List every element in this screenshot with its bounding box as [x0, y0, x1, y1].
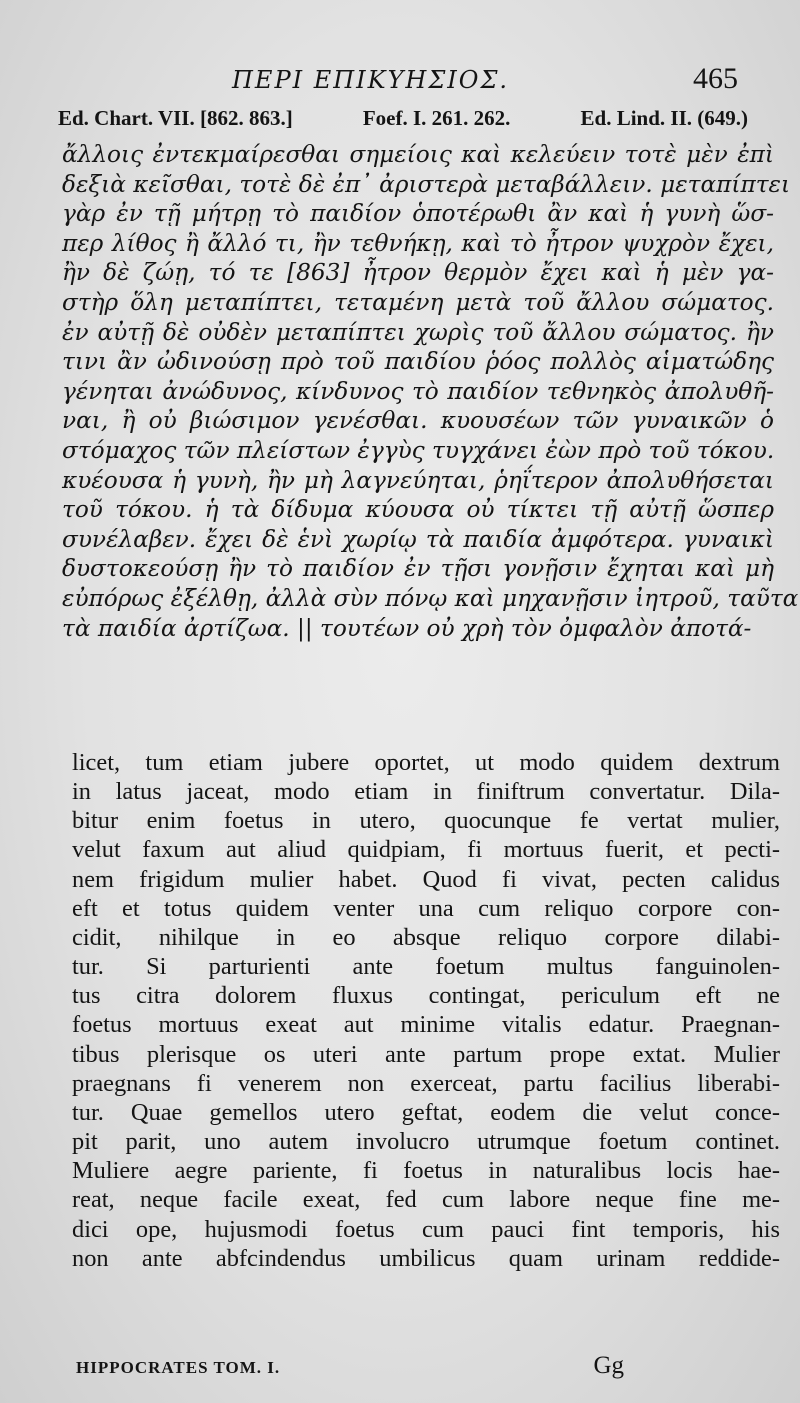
latin-line: tur. Quae gemellos utero geftat, eodem die velut conce-	[72, 1098, 780, 1126]
footer-volume-note: HIPPOCRATES TOM. I.	[76, 1358, 281, 1377]
latin-line: reat, neque facile exeat, fed cum labore neque fine me-	[72, 1186, 780, 1214]
greek-line: ἐν αὐτῇ δὲ οὐδὲν μεταπίπτει χωρὶς τοῦ ἄλλου σώματος. ἢν	[62, 318, 774, 346]
page-number: 465	[693, 62, 738, 95]
running-title: ΠΕΡΙ ΕΠΙΚΥΗΣΙΟΣ.	[232, 66, 510, 94]
running-head	[0, 62, 800, 102]
latin-line: eft et totus quidem venter una cum reliquo corpore con-	[72, 894, 780, 922]
greek-line: συνέλαβεν. ἔχει δὲ ἑνὶ χωρίῳ τὰ παιδία ἀμφότερα. γυναικὶ	[62, 525, 774, 553]
edition-references	[58, 106, 748, 131]
signature-mark: Gg	[593, 1352, 624, 1379]
greek-line: γένηται ἀνώδυνος, κίνδυνος τὸ παιδίον τεθνηκὸς ἀπολυθῆ-	[62, 377, 774, 405]
greek-line: τινι ἂν ὠδινούσῃ πρὸ τοῦ παιδίου ῥόος πολλὸς αἱματώδης	[62, 348, 774, 376]
latin-text	[72, 748, 780, 1273]
greek-line: δυστοκεούσῃ ἢν τὸ παιδίον ἐν τῇσι γονῇσιν ἔχηται καὶ μὴ	[62, 555, 774, 583]
edition-chart-ref: Ed. Chart. VII. [862. 863.]	[58, 106, 293, 130]
greek-line: δεξιὰ κεῖσθαι, τοτὲ δὲ ἐπ᾽ ἀριστερὰ μεταβάλλειν. μεταπίπτει	[62, 170, 791, 198]
latin-line: tur. Si parturienti ante foetum multus fanguinolen-	[72, 953, 780, 981]
greek-line: γὰρ ἐν τῇ μήτρῃ τὸ παιδίον ὁποτέρωθι ἂν καὶ ἡ γυνὴ ὥσ-	[62, 200, 774, 228]
greek-line: περ λίθος ἢ ἄλλό τι, ἢν τεθνήκῃ, καὶ τὸ ἦτρον ψυχρὸν ἔχει,	[62, 229, 774, 257]
greek-line: εὐπόρως ἐξέλθῃ, ἀλλὰ σὺν πόνῳ καὶ μηχανῇσιν ἰητροῦ, ταῦτα	[62, 584, 799, 612]
page-footer	[76, 1352, 714, 1386]
greek-line: στὴρ ὅλη μεταπίπτει, τεταμένη μετὰ τοῦ ἄλλου σώματος.	[62, 288, 774, 316]
greek-line: τὰ παιδία ἀρτίζωα. || τουτέων οὐ χρὴ τὸν ὀμφαλὸν ἀποτά-	[62, 614, 752, 642]
latin-line: Muliere aegre pariente, fi foetus in naturalibus locis hae-	[72, 1157, 780, 1185]
edition-foes-ref: Foef. I. 261. 262.	[362, 106, 511, 130]
edition-lind-ref: Ed. Lind. II. (649.)	[580, 106, 748, 130]
greek-line: ἢν δὲ ζώῃ, τό τε [863] ἦτρον θερμὸν ἔχει καὶ ἡ μὲν γα-	[62, 259, 774, 287]
greek-line: κυέουσα ἡ γυνὴ, ἢν μὴ λαγνεύηται, ῥηΐτερον ἀπολυθήσεται	[62, 466, 774, 494]
latin-line: in latus jaceat, modo etiam in finiftrum convertatur. Dila-	[72, 778, 780, 806]
latin-line: cidit, nihilque in eo absque reliquo corpore dilabi-	[72, 923, 780, 951]
latin-line: tibus plerisque os uteri ante partum prope extat. Mulier	[72, 1040, 780, 1068]
latin-line: licet, tum etiam jubere oportet, ut modo quidem dextrum	[72, 749, 780, 776]
greek-line: ἄλλοις ἐντεκμαίρεσθαι σημείοις καὶ κελεύειν τοτὲ μὲν ἐπὶ	[62, 141, 774, 168]
greek-line: ναι, ἢ οὐ βιώσιμον γενέσθαι. κυουσέων τῶν γυναικῶν ὁ	[62, 407, 774, 435]
latin-line: foetus mortuus exeat aut minime vitalis edatur. Praegnan-	[72, 1011, 780, 1039]
latin-line: dici ope, hujusmodi foetus cum pauci fint temporis, his	[72, 1215, 780, 1243]
greek-line: τοῦ τόκου. ἡ τὰ δίδυμα κύουσα οὐ τίκτει τῇ αὐτῇ ὥσπερ	[62, 496, 774, 524]
latin-line: bitur enim foetus in utero, quocunque fe vertat mulier,	[72, 807, 780, 835]
latin-line: nem frigidum mulier habet. Quod fi vivat, pecten calidus	[72, 865, 780, 893]
latin-line: velut faxum aut aliud quidpiam, fi mortuus fuerit, et pecti-	[72, 836, 780, 864]
greek-line: στόμαχος τῶν πλείστων ἐγγὺς τυγχάνει ἐὼν πρὸ τοῦ τόκου.	[62, 436, 775, 464]
latin-line: pit parit, uno autem involucro utrumque foetum continet.	[72, 1128, 780, 1156]
latin-line: praegnans fi venerem non exerceat, partu facilius liberabi-	[72, 1069, 780, 1097]
latin-line: tus citra dolorem fluxus contingat, periculum eft ne	[72, 982, 780, 1010]
latin-line: non ante abfcindendus umbilicus quam urinam reddide-	[72, 1244, 780, 1272]
greek-text	[62, 140, 799, 643]
